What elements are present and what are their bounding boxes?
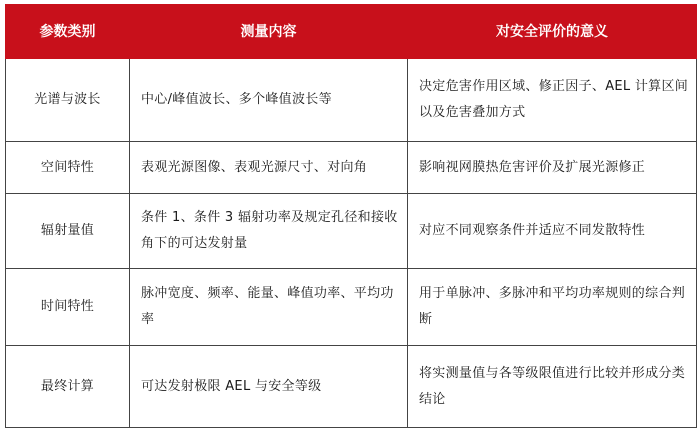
significance-cell: 将实测量值与各等级限值进行比较并形成分类结论 [408, 346, 697, 428]
significance-cell: 对应不同观察条件并适应不同发散特性 [408, 194, 697, 269]
content-cell: 可达发射极限 AEL 与安全等级 [130, 346, 408, 428]
table-row [6, 59, 697, 142]
category-cell: 最终计算 [6, 346, 130, 428]
table-row [6, 269, 697, 346]
content-cell: 中心/峰值波长、多个峰值波长等 [130, 59, 408, 142]
table-row [6, 142, 697, 194]
category-cell: 空间特性 [6, 142, 130, 194]
category-cell: 光谱与波长 [6, 59, 130, 142]
header-content: 测量内容 [130, 5, 408, 59]
content-cell: 脉冲宽度、频率、能量、峰值功率、平均功率 [130, 269, 408, 346]
header-category: 参数类别 [6, 5, 130, 59]
table-header-row [6, 5, 697, 59]
table-row [6, 194, 697, 269]
content-cell: 表观光源图像、表观光源尺寸、对向角 [130, 142, 408, 194]
significance-cell: 用于单脉冲、多脉冲和平均功率规则的综合判断 [408, 269, 697, 346]
content-cell: 条件 1、条件 3 辐射功率及规定孔径和接收角下的可达发射量 [130, 194, 408, 269]
table-row [6, 346, 697, 428]
significance-cell: 决定危害作用区域、修正因子、AEL 计算区间以及危害叠加方式 [408, 59, 697, 142]
parameter-table [5, 4, 697, 428]
category-cell: 辐射量值 [6, 194, 130, 269]
header-significance: 对安全评价的意义 [408, 5, 697, 59]
category-cell: 时间特性 [6, 269, 130, 346]
significance-cell: 影响视网膜热危害评价及扩展光源修正 [408, 142, 697, 194]
